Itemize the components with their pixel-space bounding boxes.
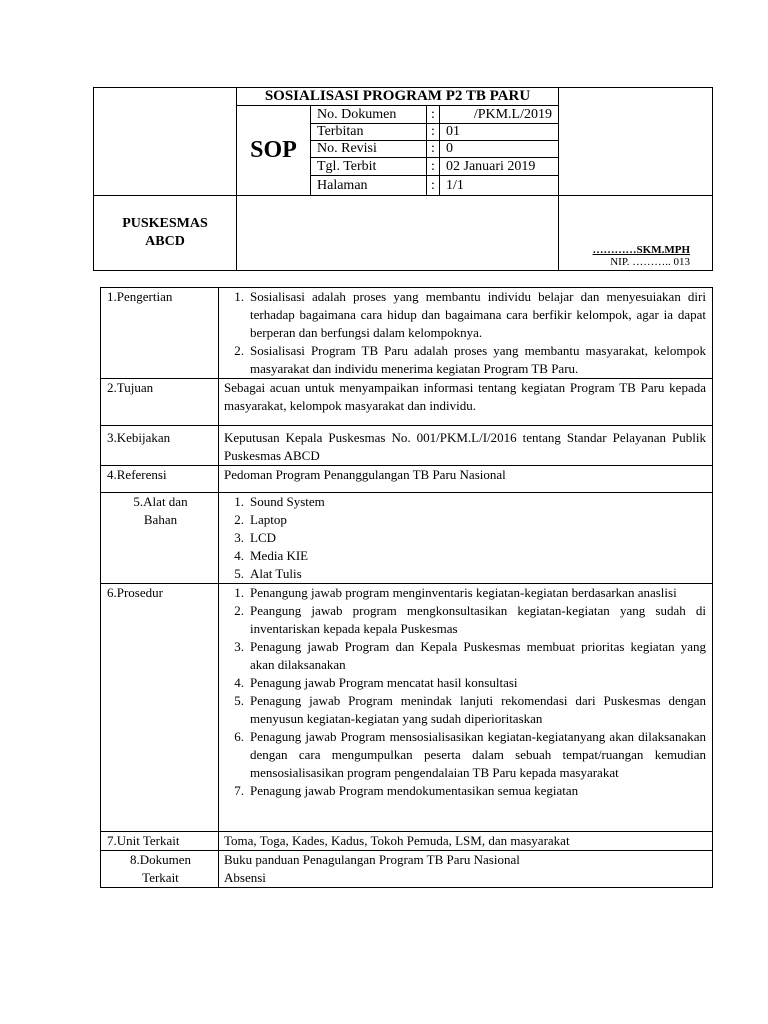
item-number: 1. <box>234 289 244 304</box>
table-row <box>101 379 713 426</box>
doc-line: Buku panduan Penagulangan Program TB Paru Nasional <box>224 852 520 867</box>
revision-label: No. Revisi <box>311 141 427 158</box>
signature-block <box>559 196 713 271</box>
sop-label: SOP <box>237 106 311 196</box>
list-item <box>224 602 706 638</box>
list-item <box>224 728 706 782</box>
list-item <box>224 342 706 378</box>
item-number: 2. <box>234 512 244 527</box>
item-number: 2. <box>234 343 244 358</box>
item-text: Alat Tulis <box>250 566 302 581</box>
table-row <box>101 288 713 379</box>
item-text: Sound System <box>250 494 325 509</box>
signatory-nip: NIP. ……….. 013 <box>610 256 690 268</box>
key-line: 5.Alat dan <box>133 494 188 509</box>
colon: : <box>427 158 440 176</box>
table-row <box>101 493 713 584</box>
colon: : <box>427 141 440 158</box>
item-number: 4. <box>234 675 244 690</box>
item-number: 7. <box>234 783 244 798</box>
key-line: Terkait <box>142 870 179 885</box>
section-key: 6.Prosedur <box>101 584 219 832</box>
section-key <box>101 851 219 888</box>
item-text: Penagung jawab Program mendokumentasikan semua kegiatan <box>250 783 579 798</box>
list-item <box>224 288 706 342</box>
section-dokumen <box>219 851 713 888</box>
item-text: Laptop <box>250 512 287 527</box>
table-row <box>101 851 713 888</box>
section-unit: Toma, Toga, Kades, Kadus, Tokoh Pemuda, LSM, dan masyarakat <box>219 832 713 851</box>
item-text: Penagung jawab Program mensosialisasikan kegiatan-kegiatanyang akan dilaksanakan dengan cara mengumpulkan peserta dalam sebuah tempat/ruangan kemudian mensosialisasikan program pengendalaian TB Paru kepada masyarakat <box>250 729 706 780</box>
section-key: 4.Referensi <box>101 466 219 493</box>
doc-line: Absensi <box>224 870 266 885</box>
section-pengertian <box>219 288 713 379</box>
signature-space <box>237 196 559 271</box>
colon: : <box>427 106 440 124</box>
sop-title: SOSIALISASI PROGRAM P2 TB PARU <box>237 88 559 106</box>
item-text: Peangung jawab program mengkonsultasikan kegiatan-kegiatan yang sudah di inventariskan kepada kepala Puskesmas <box>250 603 706 636</box>
terbitan-label: Terbitan <box>311 124 427 141</box>
logo-cell <box>94 88 237 196</box>
item-text: LCD <box>250 530 276 545</box>
item-number: 3. <box>234 530 244 545</box>
issue-date-value: 02 Januari 2019 <box>440 158 559 176</box>
item-text: Penagung jawab Program menindak lanjuti rekomendasi dari Puskesmas dengan menyusun kegiatan-kegiatan yang sudah diperioritaskan <box>250 693 706 726</box>
item-text: Penagung jawab Program dan Kepala Puskesmas membuat prioritas kegiatan yang akan dilaksanakan <box>250 639 706 672</box>
page-label: Halaman <box>311 176 427 196</box>
signatory-name: …………SKM.MPH <box>592 244 690 256</box>
sop-body-table <box>100 287 713 888</box>
item-text: Penagung jawab Program mencatat hasil konsultasi <box>250 675 518 690</box>
list-item <box>224 782 706 800</box>
key-line: 8.Dokumen <box>129 852 192 867</box>
item-number: 2. <box>234 603 244 618</box>
item-number: 1. <box>234 494 244 509</box>
list-item <box>224 511 706 529</box>
section-tujuan: Sebagai acuan untuk menyampaikan informasi tentang kegiatan Program TB Paru kepada masyarakat, kelompok masyarakat dan individu. <box>219 379 713 426</box>
org-line-2: ABCD <box>145 234 185 249</box>
item-number: 5. <box>234 566 244 581</box>
section-key: 3.Kebijakan <box>101 426 219 466</box>
table-row <box>101 426 713 466</box>
section-key: 1.Pengertian <box>101 288 219 379</box>
colon: : <box>427 176 440 196</box>
organization-name <box>94 196 237 271</box>
list-item <box>224 529 706 547</box>
item-number: 1. <box>234 585 244 600</box>
terbitan-value: 01 <box>440 124 559 141</box>
item-number: 5. <box>234 693 244 708</box>
item-number: 3. <box>234 639 244 654</box>
list-item <box>224 547 706 565</box>
section-key: 2.Tujuan <box>101 379 219 426</box>
list-item <box>224 674 706 692</box>
issue-date-label: Tgl. Terbit <box>311 158 427 176</box>
table-row <box>101 466 713 493</box>
list-item <box>224 638 706 674</box>
list-item <box>224 692 706 728</box>
section-key: 7.Unit Terkait <box>101 832 219 851</box>
item-number: 6. <box>234 729 244 744</box>
list-item <box>224 584 706 602</box>
section-kebijakan: Keputusan Kepala Puskesmas No. 001/PKM.L/I/2016 tentang Standar Pelayanan Publik Puskesmas ABCD <box>219 426 713 466</box>
section-key <box>101 493 219 584</box>
list-item <box>224 565 706 583</box>
sop-header-table <box>93 87 713 271</box>
item-text: Sosialisasi Program TB Paru adalah proses yang membantu masyarakat, kelompok masyarakat dan individu menerima kegiatan Program TB Paru. <box>250 343 706 376</box>
item-text: Sosialisasi adalah proses yang membantu individu belajar dan menyesuiakan diri terhadap bagaimana cara hidup dan bagaimana cara berfikir kelompok, agar ia dapat berperan dan berfungsi dalam kelompoknya. <box>250 289 706 340</box>
item-number: 4. <box>234 548 244 563</box>
table-row <box>101 584 713 832</box>
key-line: Bahan <box>143 512 178 527</box>
item-text: Penangung jawab program menginventaris kegiatan-kegiatan berdasarkan anaslisi <box>250 585 677 600</box>
section-alat <box>219 493 713 584</box>
org-line-1: PUSKESMAS <box>122 216 208 231</box>
table-row <box>101 832 713 851</box>
doc-number-label: No. Dokumen <box>311 106 427 124</box>
page-value: 1/1 <box>440 176 559 196</box>
colon: : <box>427 124 440 141</box>
doc-number-value: /PKM.L/2019 <box>440 106 559 124</box>
section-prosedur <box>219 584 713 832</box>
list-item <box>224 493 706 511</box>
revision-value: 0 <box>440 141 559 158</box>
item-text: Media KIE <box>250 548 309 563</box>
logo-cell-right <box>559 88 713 196</box>
section-referensi: Pedoman Program Penanggulangan TB Paru Nasional <box>219 466 713 493</box>
